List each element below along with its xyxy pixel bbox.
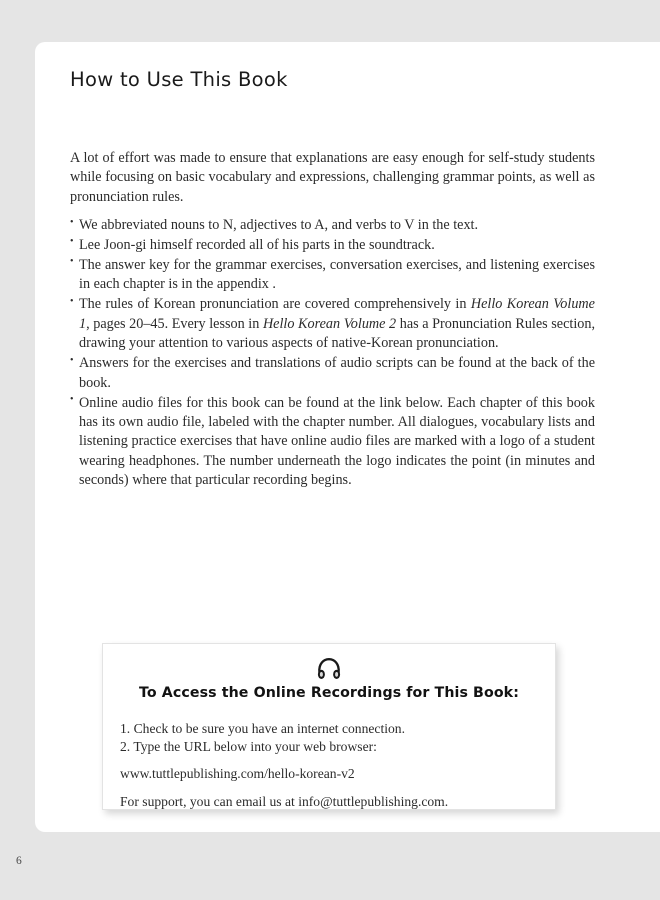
headphones-icon — [316, 668, 342, 685]
instruction-item — [70, 216, 595, 235]
text-run: Online audio files for this book can be found at the link below. Each chapter of this book has its own audio file, labeled with the chapter number. All dialogues, vocabulary lists and listening practice exercises that have online audio files are marked with a logo of a student wearing headphones. The number underneath the logo indicates the point (in minutes and seconds) where that particular recording begins. — [79, 394, 595, 489]
access-step-2: 2. Type the URL below into your web browser: — [120, 739, 377, 755]
page-number: 6 — [16, 855, 22, 867]
text-run: Answers for the exercises and translations of audio scripts can be found at the back of the book. — [79, 355, 595, 391]
page-title: How to Use This Book — [70, 68, 288, 91]
instruction-item — [70, 256, 595, 295]
book-title-italic: Hello Korean Volume 1 — [79, 296, 595, 332]
text-run: The answer key for the grammar exercises, conversation exercises, and listening exercises in each chapter is in the appendix . — [79, 256, 595, 293]
intro-paragraph: A lot of effort was made to ensure that explanations are easy enough for self-study students while focusing on basic vocabulary and expressions, challenging grammar points, as well as pronunciation rules. — [70, 150, 595, 205]
access-box-body — [103, 720, 555, 811]
access-box-heading: To Access the Online Recordings for This Book: — [139, 685, 519, 701]
instruction-item — [70, 394, 595, 491]
text-run: The rules of Korean pronunciation are covered comprehensively in — [79, 296, 471, 313]
access-recordings-box — [102, 643, 556, 810]
headphones-icon-wrap — [103, 657, 555, 683]
recordings-url[interactable]: www.tuttlepublishing.com/hello-korean-v2 — [120, 766, 355, 782]
instruction-item — [70, 354, 595, 393]
instruction-item — [70, 236, 595, 255]
page-sheet — [35, 42, 660, 832]
book-title-italic: Hello Korean Volume 2 — [262, 315, 397, 332]
page-content — [70, 68, 596, 489]
access-step-1: 1. Check to be sure you have an internet connection. — [120, 721, 405, 736]
instruction-item — [70, 295, 595, 353]
text-run: has a Pronunciation Rules section, drawing your attention to various aspects of native-Korean pronunciation. — [79, 315, 596, 352]
instructions-list — [70, 216, 595, 491]
text-run: Lee Joon-gi himself recorded all of his parts in the soundtrack. — [79, 236, 435, 253]
text-run: We abbreviated nouns to N, adjectives to A, and verbs to V in the text. — [79, 217, 479, 233]
support-email-line[interactable]: For support, you can email us at info@tuttlepublishing.com. — [120, 793, 449, 809]
text-run: , pages 20–45. Every lesson in — [86, 315, 263, 332]
